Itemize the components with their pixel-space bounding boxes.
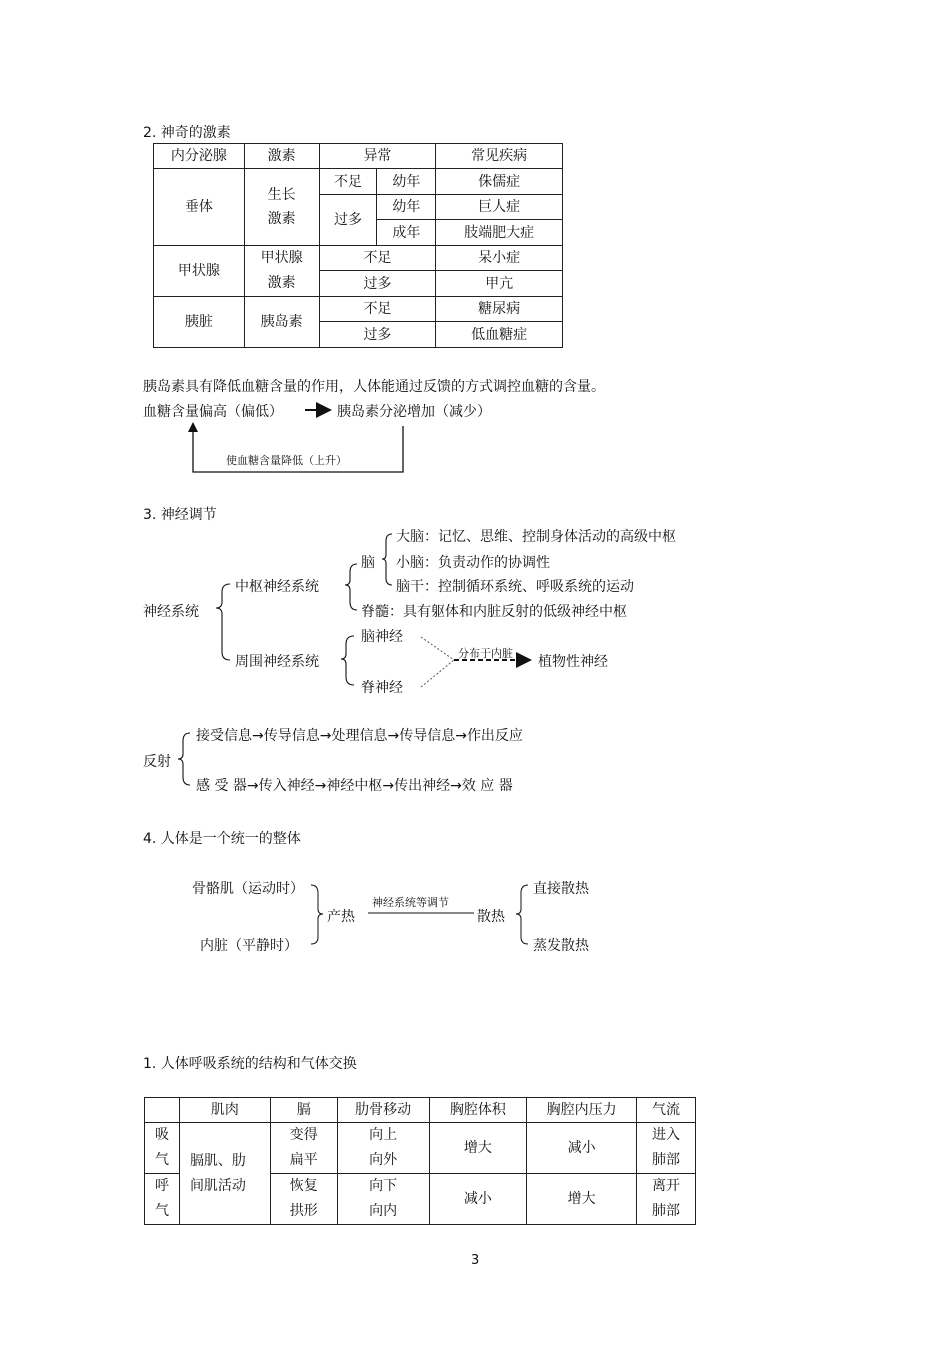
inhale-label-1: 吸: [154, 1127, 169, 1143]
exhale-label-2: 气: [154, 1203, 169, 1219]
spinal-nerves-label: 脊神经: [361, 680, 403, 696]
cerebrum-text: 大脑：记忆、思维、控制身体活动的高级中枢: [396, 529, 676, 545]
insulin-feedback: 使血糖含量降低（上升）: [226, 454, 347, 467]
arrow-icon: →: [455, 728, 467, 744]
muscle-label: 骨骼肌（运动时）: [192, 881, 304, 897]
muscle-line-2: 间肌活动: [189, 1177, 246, 1194]
central-nervous-label: 中枢神经系统: [235, 579, 319, 595]
inhale-pressure: 减小: [527, 1123, 637, 1174]
gland-thyroid: 甲状腺: [154, 246, 245, 297]
disease-hyperthyroidism: 甲亢: [436, 271, 563, 297]
pituitary-childhood-2: 幼年: [377, 195, 436, 220]
inhale-diaphragm-2: 扁平: [289, 1152, 318, 1168]
brace-nervous-system: [216, 584, 230, 660]
arc-step: 传入神经: [258, 778, 315, 794]
hormone-growth-line2: 激素: [267, 211, 296, 227]
unity-heading: 4. 人体是一个统一的整体: [143, 831, 301, 847]
exhale-diaphragm-2: 拱形: [289, 1203, 318, 1219]
distribution-label: 分布于内脏: [458, 647, 513, 660]
header-rib: 肋骨移动: [337, 1098, 429, 1123]
brace-heat-production: [311, 885, 323, 944]
hormone-thyroid-line2: 激素: [267, 275, 296, 291]
insulin-cause: 血糖含量偏高（偏低）: [143, 404, 283, 420]
inhale-air-1: 进入: [652, 1127, 681, 1143]
inhale-label-2: 气: [154, 1152, 169, 1168]
brace-heat-dissipation: [516, 885, 528, 944]
autonomic-nerves-label: 植物性神经: [538, 654, 608, 670]
organs-label: 内脏（平静时）: [200, 938, 298, 954]
evaporation-label: 蒸发散热: [533, 938, 589, 954]
process-step: 作出反应: [466, 728, 523, 744]
hormone-thyroid-line1: 甲状腺: [260, 250, 303, 266]
exhale-air-2: 肺部: [652, 1203, 681, 1219]
pituitary-adulthood: 成年: [377, 220, 436, 246]
spinal-dotted-line: [421, 660, 454, 687]
disease-acromegaly: 肢端肥大症: [436, 220, 563, 246]
arrow-icon: →: [252, 728, 264, 744]
header-muscle: 肌肉: [179, 1098, 270, 1123]
arc-step: 传出神经: [394, 778, 451, 794]
spinal-cord-text: 脊髓：具有躯体和内脏反射的低级神经中枢: [361, 604, 627, 620]
cerebellum-text: 小脑：负责动作的协调性: [396, 555, 550, 571]
process-step: 传导信息: [263, 728, 320, 744]
cranial-nerves-label: 脑神经: [361, 629, 403, 645]
process-step: 处理信息: [331, 728, 388, 744]
gland-pancreas: 胰脏: [154, 297, 245, 348]
pituitary-excess: 过多: [319, 195, 377, 246]
brace-peripheral: [341, 636, 354, 685]
header-diaphragm: 膈: [270, 1098, 337, 1123]
inhale-volume: 增大: [429, 1123, 527, 1174]
nervous-heading: 3. 神经调节: [143, 507, 217, 523]
disease-cretinism: 呆小症: [436, 246, 563, 271]
cranial-dotted-line: [421, 637, 454, 660]
header-hormone: 激素: [244, 144, 319, 169]
arrow-icon: →: [450, 778, 462, 794]
header-airflow: 气流: [637, 1098, 696, 1123]
page-number: 3: [471, 1253, 480, 1268]
pituitary-childhood-1: 幼年: [377, 169, 436, 195]
feedback-arrowhead: [188, 422, 198, 432]
header-gland: 内分泌腺: [154, 144, 245, 169]
exhale-air-1: 离开: [652, 1178, 681, 1194]
arrow-icon: →: [319, 728, 332, 744]
process-step: 接受信息: [196, 728, 252, 744]
inhale-rib-2: 向外: [369, 1152, 398, 1168]
arrow-icon: →: [387, 728, 400, 744]
brace-reflex: [178, 733, 190, 785]
brain-label: 脑: [361, 555, 375, 571]
muscle-line-1: 膈肌、肋: [189, 1152, 246, 1169]
disease-gigantism: 巨人症: [436, 195, 563, 220]
brace-central: [345, 564, 357, 610]
nervous-system-label: 神经系统: [143, 604, 199, 620]
arc-step: 效 应 器: [461, 778, 513, 794]
reflex-label: 反射: [143, 754, 171, 770]
hormone-insulin: 胰岛素: [244, 297, 319, 348]
arrow-icon: →: [382, 778, 395, 794]
exhale-volume: 减小: [429, 1174, 527, 1225]
gland-pituitary: 垂体: [154, 169, 245, 246]
inhale-diaphragm-1: 变得: [289, 1127, 318, 1143]
inhale-air-2: 肺部: [652, 1152, 681, 1168]
thyroid-excess: 过多: [319, 271, 436, 297]
process-step: 传导信息: [399, 728, 456, 744]
exhale-diaphragm-1: 恢复: [289, 1178, 318, 1194]
direct-dissipation-label: 直接散热: [533, 881, 589, 897]
exhale-rib-2: 向内: [369, 1203, 398, 1219]
brace-brain: [382, 534, 392, 585]
exhale-rib-1: 向下: [369, 1178, 398, 1194]
disease-hypoglycemia: 低血糖症: [436, 322, 563, 348]
exhale-pressure: 增大: [527, 1174, 637, 1225]
arrow-icon: →: [246, 778, 259, 794]
header-pressure: 胸腔内压力: [527, 1098, 637, 1123]
arrow-icon: →: [314, 778, 327, 794]
heat-dissipation-label: 散热: [477, 909, 505, 925]
pancreas-deficiency: 不足: [319, 297, 436, 322]
inhale-rib-1: 向上: [369, 1127, 398, 1143]
hormones-heading: 2. 神奇的激素: [143, 125, 231, 141]
disease-diabetes: 糖尿病: [436, 297, 563, 322]
insulin-effect: 胰岛素分泌增加（减少）: [337, 404, 491, 420]
header-volume: 胸腔体积: [429, 1098, 527, 1123]
header-abnormal: 异常: [319, 144, 436, 169]
feedback-loop: [193, 426, 403, 472]
pancreas-excess: 过多: [319, 322, 436, 348]
arc-step: 感 受 器: [196, 778, 247, 794]
thyroid-deficiency: 不足: [319, 246, 436, 271]
hormone-growth-line1: 生长: [267, 187, 296, 203]
brainstem-text: 脑干：控制循环系统、呼吸系统的运动: [396, 579, 634, 595]
header-disease: 常见疾病: [436, 144, 563, 169]
pituitary-deficiency: 不足: [319, 169, 377, 195]
insulin-note: 胰岛素具有降低血糖含量的作用，人体能通过反馈的方式调控血糖的含量。: [143, 379, 605, 395]
disease-dwarfism: 侏儒症: [436, 169, 563, 195]
peripheral-nervous-label: 周围神经系统: [235, 654, 319, 670]
arc-step: 神经中枢: [326, 778, 383, 794]
exhale-label-1: 呼: [154, 1178, 169, 1194]
respiration-heading: 1. 人体呼吸系统的结构和气体交换: [143, 1056, 357, 1072]
regulation-label: 神经系统等调节: [372, 896, 449, 909]
heat-production-label: 产热: [327, 909, 355, 925]
